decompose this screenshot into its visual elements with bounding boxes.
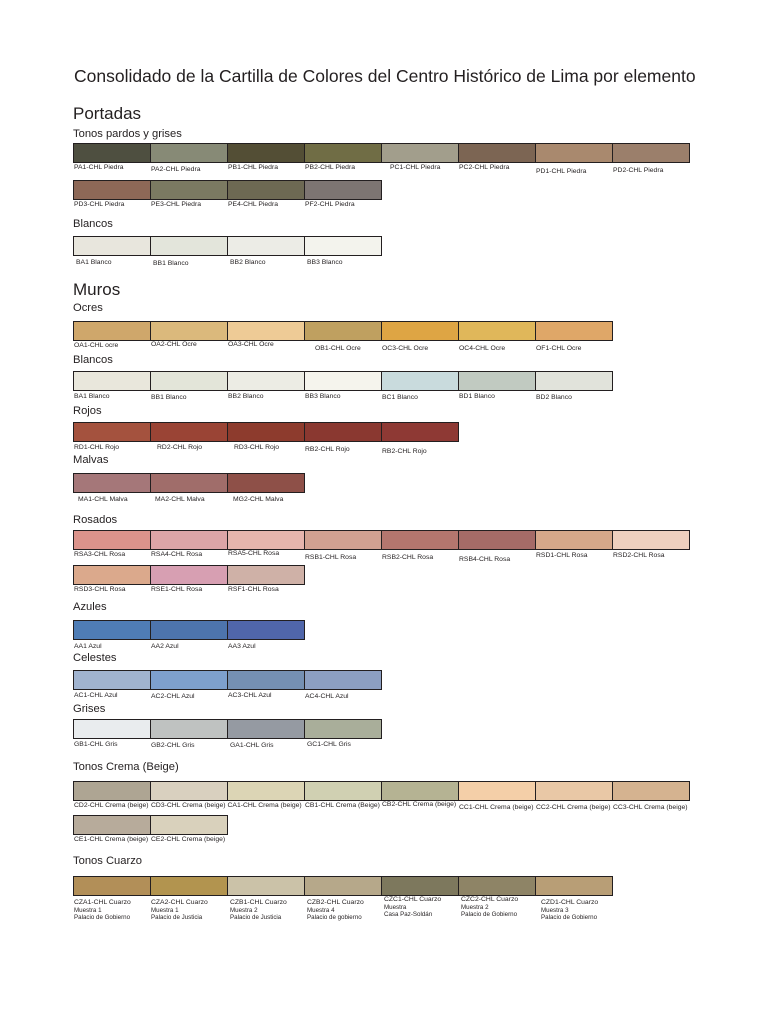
swatch-label (459, 164, 509, 172)
group-title-blancos: Blancos (73, 354, 113, 366)
swatch-label (305, 393, 341, 401)
swatch-code: CA1-CHL Crema (beige) (227, 802, 302, 809)
color-swatch-pa2-chl-piedra (151, 144, 228, 173)
swatch-row (73, 876, 613, 922)
swatch-label (151, 201, 201, 209)
swatch-code: CB1-CHL Crema (Beige) (305, 802, 380, 809)
swatch-sample: Muestra 1 (74, 907, 102, 914)
color-swatch-ac2-chl-azul (151, 671, 228, 700)
swatch-label (230, 899, 287, 921)
swatch-code: CC2-CHL Crema (beige) (536, 804, 611, 811)
swatch-code: MA2-CHL Malva (155, 496, 205, 503)
color-swatch-pd3-chl-piedra (74, 181, 151, 208)
swatch-row (73, 422, 459, 455)
swatch-code: RSB4-CHL Rosa (459, 556, 511, 563)
color-swatch-ma2-chl-malva (151, 474, 228, 503)
swatch-code: PD2-CHL Piedra (613, 167, 664, 174)
swatch-code: OA1-CHL ocre (74, 342, 119, 349)
swatch-row (73, 143, 690, 175)
swatch-code: RSB2-CHL Rosa (382, 554, 434, 561)
swatch-label (74, 393, 110, 401)
color-swatch-cd3-chl-crema-beige (151, 782, 228, 809)
group-title-malvas: Malvas (73, 454, 109, 466)
swatch-label (228, 201, 278, 209)
swatch-code: RSF1-CHL Rosa (228, 586, 279, 593)
swatch-label (459, 393, 495, 401)
swatch-code: MG2-CHL Malva (233, 496, 284, 503)
swatch-label (384, 896, 441, 918)
color-swatch-cza2-chl-cuarzo (151, 877, 228, 922)
color-swatch-oc4-chl-ocre (459, 322, 536, 352)
swatch-code: BA1 Blanco (76, 259, 112, 266)
swatch-code: AC4-CHL Azul (305, 693, 349, 700)
color-swatch-aa1-azul (74, 621, 151, 650)
swatch-code: GC1-CHL Gris (307, 741, 351, 748)
swatch-code: RSE1-CHL Rosa (151, 586, 203, 593)
swatch-label (74, 444, 119, 452)
swatch-code: OA3-CHL Ocre (228, 341, 274, 348)
group-title-celestes: Celestes (73, 652, 117, 664)
swatch-code: AA2 Azul (151, 643, 179, 650)
swatch-label (155, 496, 205, 504)
swatch-label (74, 586, 126, 594)
swatch-label (151, 551, 202, 559)
color-swatch-bd1-blanco (459, 372, 536, 400)
swatch-row (73, 180, 382, 208)
swatch-label (151, 836, 225, 844)
color-swatch-bb2-blanco (228, 372, 305, 400)
color-swatch-aa2-azul (151, 621, 228, 650)
swatch-code: AC3-CHL Azul (228, 692, 272, 699)
swatch-label (151, 802, 226, 810)
swatch-label (74, 551, 125, 559)
swatch-sample: Muestra 2 (461, 904, 489, 911)
swatch-label (228, 341, 274, 349)
color-swatch-pd2-chl-piedra (613, 144, 689, 174)
color-swatch-bb2-blanco (228, 237, 305, 266)
color-swatch-oc3-chl-ocre (382, 322, 459, 352)
swatch-label (536, 345, 581, 353)
swatch-label (459, 345, 505, 353)
color-swatch-rsd1-chl-rosa (536, 531, 613, 559)
group-title-pardos: Tonos pardos y grises (73, 128, 182, 140)
color-swatch-pd1-chl-piedra (536, 144, 613, 175)
color-swatch-rsa5-chl-rosa (228, 531, 305, 557)
swatch-code: GA1-CHL Gris (230, 742, 274, 749)
swatch-code: BB2 Blanco (228, 393, 264, 400)
swatch-label (613, 552, 665, 560)
swatch-code: PB1-CHL Piedra (228, 164, 278, 171)
swatch-row (73, 530, 690, 563)
swatch-code: OF1-CHL Ocre (536, 345, 582, 352)
swatch-code: RSB1-CHL Rosa (305, 554, 357, 561)
color-swatch-czc1-chl-cuarzo (382, 877, 459, 919)
swatch-location: Palacio de Gobierno (541, 914, 598, 922)
swatch-label (305, 164, 355, 172)
group-title-rosados: Rosados (73, 514, 118, 526)
color-swatch-cd2-chl-crema-beige (74, 782, 151, 809)
swatch-code: PB2-CHL Piedra (305, 164, 355, 171)
swatch-label (390, 164, 440, 172)
color-swatch-bb1-blanco (151, 237, 228, 267)
swatch-label (228, 586, 279, 594)
swatch-location: Palacio de gobierno (307, 914, 362, 922)
swatch-label (461, 896, 518, 918)
swatch-label (230, 742, 274, 750)
swatch-label (74, 836, 148, 844)
color-swatch-rsb4-chl-rosa (459, 531, 536, 563)
color-swatch-ob1-chl-ocre (305, 322, 382, 352)
group-title-tonos-cuarzo: Tonos Cuarzo (73, 855, 143, 867)
swatch-location: Palacio de Gobierno (461, 911, 518, 919)
swatch-label (74, 741, 118, 749)
swatch-code: RD2-CHL Rojo (157, 444, 203, 451)
swatch-label (74, 201, 124, 209)
swatch-row (73, 321, 613, 352)
color-swatch-rsa3-chl-rosa (74, 531, 151, 558)
swatch-label (74, 802, 149, 810)
swatch-code: OB1-CHL Ocre (315, 345, 361, 352)
swatch-label (233, 496, 283, 504)
color-swatch-gc1-chl-gris (305, 720, 381, 748)
color-swatch-oa3-chl-ocre (228, 322, 305, 348)
swatch-label (536, 804, 611, 812)
swatch-location: Palacio de Gobierno (74, 914, 131, 922)
swatch-label (307, 899, 364, 921)
color-swatch-cb2-chl-crema-beige (382, 782, 459, 808)
color-swatch-pb2-chl-piedra (305, 144, 382, 171)
section-title-muros: Muros (73, 280, 121, 299)
swatch-sample: Muestra 3 (541, 907, 569, 914)
color-swatch-aa3-azul (228, 621, 304, 650)
color-swatch-pc1-chl-piedra (382, 144, 459, 171)
swatch-code: PC1-CHL Piedra (390, 164, 441, 171)
swatch-sample: Muestra 2 (230, 907, 258, 914)
swatch-location: Palacio de Justicia (230, 914, 282, 922)
swatch-label (305, 201, 355, 209)
swatch-label (459, 804, 534, 812)
color-swatch-oa2-chl-ocre (151, 322, 228, 348)
swatch-label (307, 259, 343, 267)
swatch-sample: Muestra (384, 904, 407, 911)
swatch-label (74, 643, 102, 651)
swatch-code: CE1-CHL Crema (beige) (74, 836, 149, 843)
swatch-label (151, 394, 187, 402)
swatch-label (151, 341, 197, 349)
swatch-code: AC2-CHL Azul (151, 693, 195, 700)
group-title-rojos: Rojos (73, 405, 102, 417)
color-swatch-czb1-chl-cuarzo (228, 877, 305, 922)
color-swatch-mg2-chl-malva (228, 474, 304, 503)
swatch-label (228, 802, 302, 810)
swatch-code: RSD2-CHL Rosa (613, 552, 665, 559)
swatch-label (382, 554, 433, 562)
swatch-code: GB1-CHL Gris (74, 741, 118, 748)
swatch-label (382, 345, 428, 353)
color-swatch-bd2-blanco (536, 372, 612, 401)
color-swatch-ce1-chl-crema-beige (74, 816, 151, 843)
swatch-row (73, 815, 228, 843)
color-swatch-rb2-chl-rojo (382, 423, 458, 455)
swatch-code: PA2-CHL Piedra (151, 166, 201, 173)
swatch-label (74, 692, 118, 700)
color-swatch-gb1-chl-gris (74, 720, 151, 748)
swatch-label (228, 692, 272, 700)
color-swatch-rb2-chl-rojo (305, 423, 382, 453)
swatch-row (73, 620, 305, 650)
swatch-code: PF2-CHL Piedra (305, 201, 355, 208)
swatch-label (228, 643, 256, 651)
color-swatch-czb2-chl-cuarzo (305, 877, 382, 922)
swatch-code: RSA5-CHL Rosa (228, 550, 280, 557)
swatch-label (74, 899, 131, 921)
swatch-label (315, 345, 361, 353)
color-swatch-rsb1-chl-rosa (305, 531, 382, 561)
swatch-code: PC2-CHL Piedra (459, 164, 510, 171)
swatch-code: PA1-CHL Piedra (74, 164, 124, 171)
swatch-code: CZA1-CHL Cuarzo (74, 899, 131, 906)
color-swatch-ma1-chl-malva (74, 474, 151, 503)
color-swatch-rsa4-chl-rosa (151, 531, 228, 558)
swatch-label (536, 168, 586, 176)
color-swatch-rsb2-chl-rosa (382, 531, 459, 561)
swatch-code: CZB2-CHL Cuarzo (307, 899, 364, 906)
swatch-label (305, 693, 349, 701)
swatch-label (613, 804, 688, 812)
swatch-label (157, 444, 202, 452)
swatch-code: BC1 Blanco (382, 394, 418, 401)
swatch-label (78, 496, 128, 504)
swatch-label (76, 259, 112, 267)
swatch-code: RSA4-CHL Rosa (151, 551, 203, 558)
swatch-label (234, 444, 279, 452)
swatch-label (382, 801, 456, 809)
color-swatch-ba1-blanco (74, 372, 151, 400)
color-swatch-cc3-chl-crema-beige (613, 782, 689, 811)
color-swatch-bb3-blanco (305, 372, 382, 400)
color-swatch-bc1-blanco (382, 372, 459, 401)
swatch-code: OC4-CHL Ocre (459, 345, 506, 352)
swatch-code: RD1-CHL Rojo (74, 444, 120, 451)
swatch-label (536, 552, 588, 560)
color-swatch-rd1-chl-rojo (74, 423, 151, 451)
color-swatch-pb1-chl-piedra (228, 144, 305, 171)
color-swatch-czc2-chl-cuarzo (459, 877, 536, 919)
swatch-code: BA1 Blanco (74, 393, 110, 400)
swatch-label (305, 802, 380, 810)
swatch-code: GB2-CHL Gris (151, 742, 195, 749)
swatch-row (73, 781, 690, 811)
color-swatch-rse1-chl-rosa (151, 566, 228, 593)
swatch-label (74, 342, 118, 350)
swatch-code: RB2-CHL Rojo (382, 448, 427, 455)
swatch-label (74, 164, 124, 172)
swatch-label (536, 394, 572, 402)
swatch-code: AA1 Azul (74, 643, 102, 650)
swatch-label (305, 446, 350, 454)
swatch-row (73, 719, 382, 749)
swatch-row (73, 565, 305, 593)
swatch-label (228, 164, 278, 172)
color-swatch-ac3-chl-azul (228, 671, 305, 699)
swatch-label (541, 899, 598, 921)
swatch-code: CZB1-CHL Cuarzo (230, 899, 287, 906)
swatch-label (228, 393, 264, 401)
color-swatch-ga1-chl-gris (228, 720, 305, 749)
swatch-label (305, 554, 356, 562)
swatch-code: BB3 Blanco (307, 259, 343, 266)
color-swatch-rsd2-chl-rosa (613, 531, 689, 559)
swatch-code: AA3 Azul (228, 643, 256, 650)
color-swatch-ac1-chl-azul (74, 671, 151, 699)
swatch-row (73, 473, 305, 503)
color-swatch-gb2-chl-gris (151, 720, 228, 749)
swatch-label (307, 741, 351, 749)
swatch-label (230, 259, 266, 267)
swatch-code: PD1-CHL Piedra (536, 168, 587, 175)
swatch-code: BB2 Blanco (230, 259, 266, 266)
color-swatch-ce2-chl-crema-beige (151, 816, 227, 843)
color-swatch-rsd3-chl-rosa (74, 566, 151, 593)
swatch-label (153, 260, 189, 268)
swatch-code: AC1-CHL Azul (74, 692, 118, 699)
swatch-location: Casa Paz-Soldán (384, 911, 433, 919)
swatch-label (382, 394, 418, 402)
color-swatch-ac4-chl-azul (305, 671, 381, 700)
group-title-portadas-blancos: Blancos (73, 218, 113, 230)
color-swatch-rsf1-chl-rosa (228, 566, 304, 593)
swatch-label (382, 448, 427, 456)
swatch-code: RSA3-CHL Rosa (74, 551, 126, 558)
color-swatch-cc2-chl-crema-beige (536, 782, 613, 811)
color-swatch-rd2-chl-rojo (151, 423, 228, 451)
swatch-code: CC3-CHL Crema (beige) (613, 804, 688, 811)
color-swatch-czd1-chl-cuarzo (536, 877, 612, 922)
swatch-label (151, 899, 208, 921)
swatch-code: CZC1-CHL Cuarzo (384, 896, 442, 903)
color-swatch-pf2-chl-piedra (305, 181, 381, 208)
swatch-code: CB2-CHL Crema (beige) (382, 801, 457, 808)
page-title: Consolidado de la Cartilla de Colores del Centro Histórico de Lima por elemento (74, 66, 696, 86)
swatch-code: PE3-CHL Piedra (151, 201, 201, 208)
swatch-sample: Muestra 1 (151, 907, 179, 914)
swatch-code: BD1 Blanco (459, 393, 495, 400)
group-title-tonos-crema-beige: Tonos Crema (Beige) (73, 761, 179, 773)
color-swatch-rd3-chl-rojo (228, 423, 305, 451)
swatch-location: Palacio de Justicia (151, 914, 203, 922)
color-swatch-of1-chl-ocre (536, 322, 612, 352)
swatch-label (151, 693, 195, 701)
color-swatch-pe4-chl-piedra (228, 181, 305, 208)
swatch-code: RSD3-CHL Rosa (74, 586, 126, 593)
color-swatch-bb1-blanco (151, 372, 228, 401)
swatch-label (613, 167, 663, 175)
color-swatch-bb3-blanco (305, 237, 381, 266)
swatch-label (228, 550, 279, 558)
swatch-code: RD3-CHL Rojo (234, 444, 280, 451)
swatch-label (151, 742, 195, 750)
swatch-code: BD2 Blanco (536, 394, 572, 401)
swatch-code: CC1-CHL Crema (beige) (459, 804, 534, 811)
swatch-code: CD2-CHL Crema (beige) (74, 802, 149, 809)
swatch-code: PD3-CHL Piedra (74, 201, 125, 208)
color-swatch-ca1-chl-crema-beige (227, 782, 305, 809)
group-title-ocres: Ocres (73, 302, 103, 314)
swatch-code: BB3 Blanco (305, 393, 341, 400)
swatch-code: BB1 Blanco (151, 394, 187, 401)
swatch-code: OA2-CHL Ocre (151, 341, 197, 348)
color-swatch-cb1-chl-crema-beige (305, 782, 382, 809)
swatch-code: MA1-CHL Malva (78, 496, 128, 503)
color-swatch-cza1-chl-cuarzo (74, 877, 151, 922)
color-swatch-pc2-chl-piedra (459, 144, 536, 171)
color-swatch-oa1-chl-ocre (74, 322, 151, 349)
swatch-code: OC3-CHL Ocre (382, 345, 429, 352)
section-title-portadas: Portadas (73, 104, 142, 123)
swatch-label (151, 586, 202, 594)
swatch-code: CZD1-CHL Cuarzo (541, 899, 599, 906)
color-swatch-cc1-chl-crema-beige (459, 782, 536, 811)
swatch-label (151, 643, 179, 651)
swatch-code: PE4-CHL Piedra (228, 201, 278, 208)
group-title-azules: Azules (73, 601, 107, 613)
swatch-row (73, 670, 382, 700)
group-title-grises: Grises (73, 703, 106, 715)
swatch-row (73, 236, 382, 267)
swatch-code: RB2-CHL Rojo (305, 446, 350, 453)
swatch-code: RSD1-CHL Rosa (536, 552, 588, 559)
swatch-code: BB1 Blanco (153, 260, 189, 267)
color-swatch-ba1-blanco (74, 237, 151, 266)
swatch-label (151, 166, 201, 174)
color-swatch-pe3-chl-piedra (151, 181, 228, 208)
swatch-row (73, 371, 613, 401)
swatch-sample: Muestra 4 (307, 907, 335, 914)
swatch-code: CD3-CHL Crema (beige) (151, 802, 226, 809)
swatch-code: CZC2-CHL Cuarzo (461, 896, 519, 903)
swatch-label (459, 556, 510, 564)
swatch-code: CZA2-CHL Cuarzo (151, 899, 208, 906)
color-swatch-pa1-chl-piedra (74, 144, 151, 171)
swatch-code: CE2-CHL Crema (beige) (151, 836, 226, 843)
